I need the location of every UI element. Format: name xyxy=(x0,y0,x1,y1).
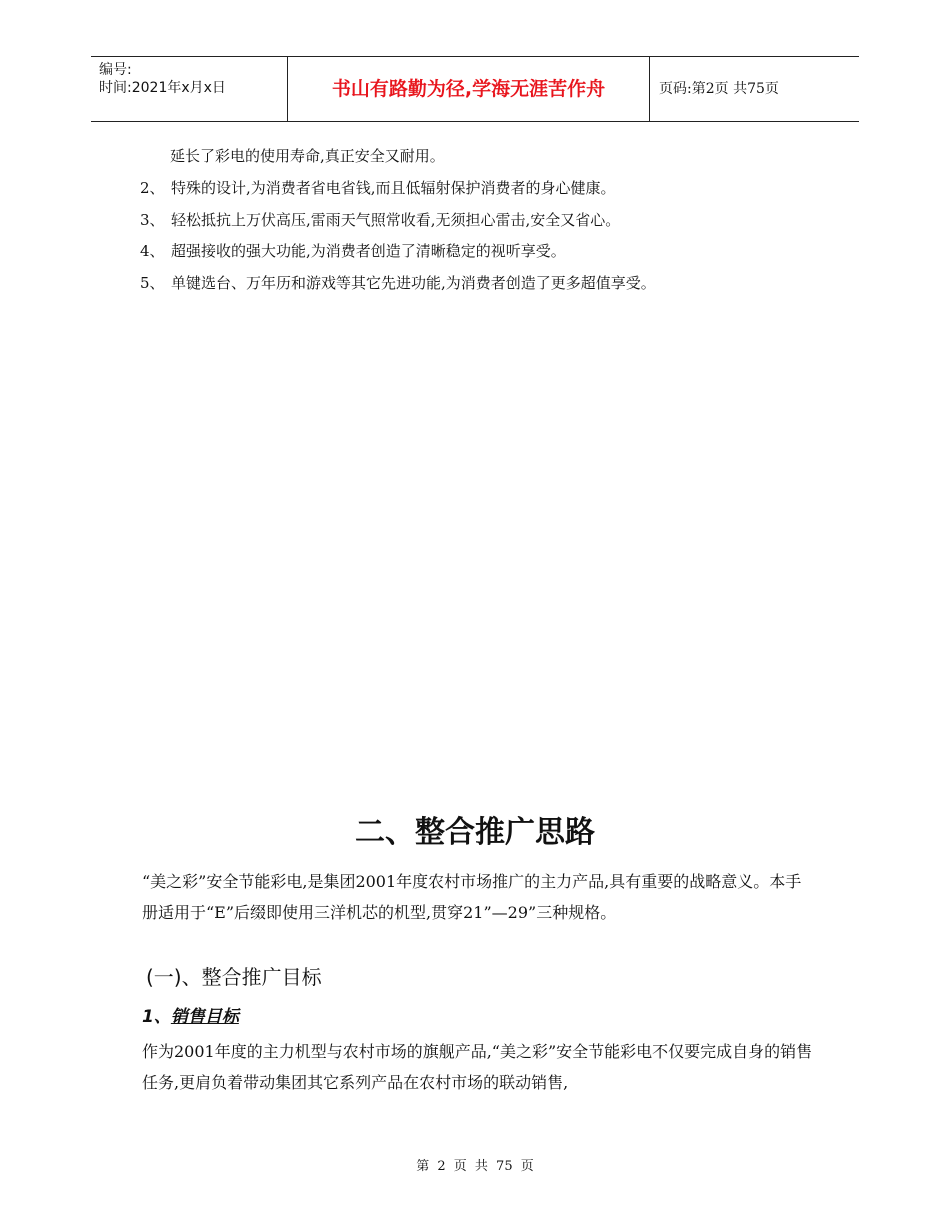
list-item-text: 特殊的设计,为消费者省电省钱,而且低辐射保护消费者的身心健康。 xyxy=(171,179,616,197)
page-footer: 第 2 页 共 75 页 xyxy=(416,1159,534,1174)
document-time-label: 时间:2021年x月x日 xyxy=(99,80,226,96)
intro-paragraph: “美之彩”安全节能彩电,是集团2001年度农村市场推广的主力产品,具有重要的战略意义。本手册适用于“E”后缀即使用三洋机芯的机型,贯穿21”—29”三种规格。 xyxy=(142,872,802,922)
list-item xyxy=(140,178,616,198)
header-motto: 书山有路勤为径,学海无涯苦作舟 xyxy=(331,78,606,100)
body-paragraph: 作为2001年度的主力机型与农村市场的旗舰产品,“美之彩”安全节能彩电不仅要完成自身的销售任务,更肩负着带动集团其它系列产品在农村市场的联动销售, xyxy=(142,1042,813,1092)
chapter-title: 二、整合推广思路 xyxy=(355,815,595,850)
list-item xyxy=(140,273,656,293)
list-item xyxy=(140,241,566,261)
list-item-number: 4、 xyxy=(140,242,165,260)
list-item-text: 轻松抵抗上万伏高压,雷雨天气照常收看,无须担心雷击,安全又省心。 xyxy=(171,211,621,229)
list-item xyxy=(140,210,620,230)
subsection-number: 1、 xyxy=(142,1007,171,1027)
header-page-number: 页码:第2页 共75页 xyxy=(659,81,779,97)
document-header xyxy=(91,56,859,122)
list-item-number: 2、 xyxy=(140,179,165,197)
list-item-number: 5、 xyxy=(140,274,165,292)
subsection-label: 销售目标 xyxy=(170,1007,239,1027)
feature-continuation: 延长了彩电的使用寿命,真正安全又耐用。 xyxy=(170,147,445,165)
subsection-title xyxy=(142,1004,239,1030)
list-item-text: 超强接收的强大功能,为消费者创造了清晰稳定的视听享受。 xyxy=(171,242,566,260)
section-title: (一)、整合推广目标 xyxy=(146,965,322,989)
document-number-label: 编号: xyxy=(99,62,132,78)
list-item-text: 单键选台、万年历和游戏等其它先进功能,为消费者创造了更多超值享受。 xyxy=(171,274,656,292)
list-item-number: 3、 xyxy=(140,211,165,229)
header-divider xyxy=(649,57,650,121)
